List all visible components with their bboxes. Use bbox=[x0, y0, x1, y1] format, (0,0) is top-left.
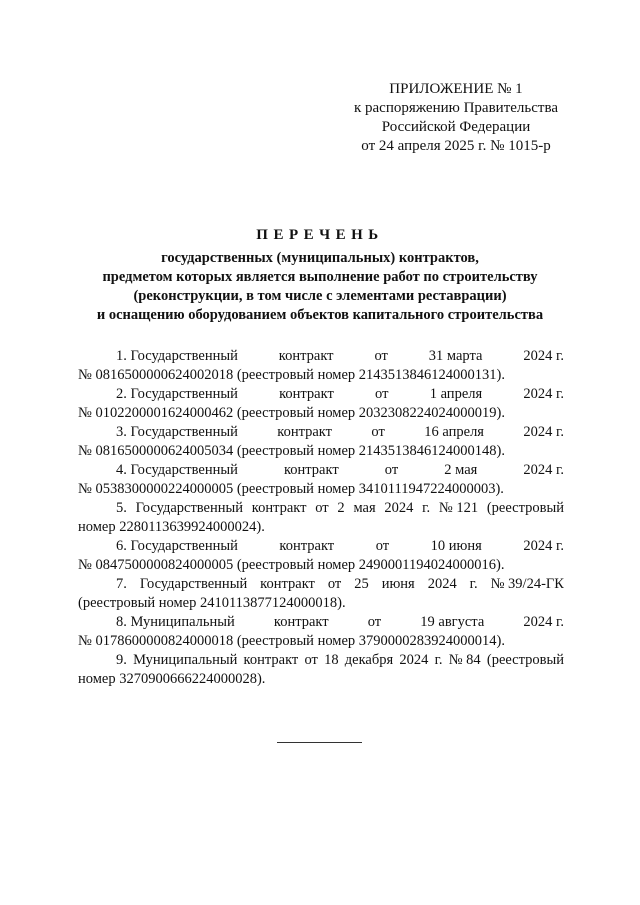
contract-item-second-line: (реестровый номер 2410113877124000018). bbox=[78, 595, 346, 611]
contract-item-word: контракт bbox=[278, 348, 334, 364]
contract-item-word: от bbox=[367, 614, 382, 630]
contract-item-second-line: № 0816500000624005034 (реестровый номер 2143513846124000148). bbox=[78, 443, 505, 459]
contract-item-word: от bbox=[374, 348, 388, 364]
contract-item-word: 16 апреля bbox=[424, 424, 484, 440]
contract-item-word: 1 апреля bbox=[429, 386, 483, 402]
contract-item-word: 2024 bbox=[384, 500, 414, 516]
contract-item-word: 4. Государственный bbox=[116, 462, 238, 478]
contract-item-word: от bbox=[327, 576, 342, 592]
contract-item-word: № 121 bbox=[438, 500, 479, 516]
contract-item-word: мая bbox=[353, 500, 376, 516]
annex-heading: ПРИЛОЖЕНИЕ № 1 bbox=[389, 81, 523, 97]
contract-list-item bbox=[78, 499, 564, 537]
annex-block bbox=[330, 80, 582, 156]
subtitle-line: государственных (муниципальных) контрактов, bbox=[161, 250, 479, 266]
contract-item-word: 2024 г. bbox=[523, 424, 564, 440]
contract-item-second-line: № 0178600000824000018 (реестровый номер 3790000283924000014). bbox=[78, 633, 505, 649]
contract-item-second-line: номер 2280113639924000024). bbox=[78, 519, 265, 535]
contract-item-word: г. bbox=[434, 652, 443, 668]
contract-item-word: 2024 bbox=[427, 576, 457, 592]
contract-item-word: 8. Муниципальный bbox=[116, 614, 235, 630]
annex-line: Российской Федерации bbox=[381, 119, 531, 135]
contract-item-word: 6. Государственный bbox=[116, 538, 238, 554]
document-title: ПЕРЕЧЕНЬ bbox=[256, 227, 384, 243]
contract-item-first-line bbox=[78, 651, 564, 670]
contract-item-word: контракт bbox=[277, 424, 332, 440]
contract-item-word: (реестровый bbox=[486, 500, 564, 516]
contract-item-word: № 84 bbox=[448, 652, 481, 668]
contract-item-word: 18 bbox=[324, 652, 339, 668]
document-subtitle bbox=[60, 249, 580, 325]
contract-item-word: контракт bbox=[260, 576, 315, 592]
contract-item-first-line bbox=[78, 461, 564, 480]
annex-line: к распоряжению Правительства bbox=[353, 100, 558, 116]
contract-item-word: контракт bbox=[243, 652, 299, 668]
contract-item-word: Государственный bbox=[139, 576, 248, 592]
contract-item-word: от bbox=[315, 500, 329, 516]
contract-item-word: 9. bbox=[116, 652, 127, 668]
contract-item-word: декабря bbox=[344, 652, 394, 668]
contract-item-word: контракт bbox=[279, 538, 335, 554]
contract-item-word: от bbox=[304, 652, 318, 668]
contract-item-word: июня bbox=[381, 576, 415, 592]
contract-item-word: 2024 г. bbox=[523, 538, 564, 554]
contract-item-word: от bbox=[375, 538, 390, 554]
contract-list-item bbox=[78, 575, 564, 613]
contract-item-word: 25 bbox=[354, 576, 369, 592]
contract-list-item bbox=[78, 461, 564, 499]
contract-item-word: 2. Государственный bbox=[116, 386, 238, 402]
contract-item-word: 2024 г. bbox=[523, 348, 564, 364]
contract-item-word: 1. Государственный bbox=[116, 348, 238, 364]
contract-item-word: Государственный bbox=[135, 500, 243, 516]
contract-list-item bbox=[78, 385, 564, 423]
contract-item-word: 3. Государственный bbox=[116, 424, 238, 440]
contract-list-item bbox=[78, 613, 564, 651]
contract-item-word: контракт bbox=[273, 614, 329, 630]
contract-item-word: 2024 г. bbox=[523, 386, 564, 402]
contract-item-word: 5. bbox=[116, 500, 127, 516]
contract-item-word: 2 bbox=[337, 500, 345, 516]
contract-item-first-line bbox=[78, 423, 564, 442]
contract-list-item bbox=[78, 423, 564, 461]
subtitle-line: (реконструкции, в том числе с элементами реставрации) bbox=[133, 288, 507, 304]
contract-item-second-line: № 0816500000624002018 (реестровый номер 2143513846124000131). bbox=[78, 367, 505, 383]
contract-item-first-line bbox=[78, 347, 564, 366]
contract-list-item bbox=[78, 347, 564, 385]
contract-item-word: контракт bbox=[283, 462, 339, 478]
contract-item-word: 2024 г. bbox=[523, 462, 564, 478]
contract-list bbox=[78, 347, 564, 689]
contract-item-word: 2024 bbox=[399, 652, 429, 668]
contract-item-second-line: № 0847500000824000005 (реестровый номер 2490001194024000016). bbox=[78, 557, 505, 573]
end-divider bbox=[277, 742, 362, 743]
contract-item-word: от bbox=[371, 424, 385, 440]
contract-item-second-line: номер 3270900666224000028). bbox=[78, 671, 266, 687]
contract-item-word: Муниципальный bbox=[133, 652, 238, 668]
contract-item-word: 2024 г. bbox=[523, 614, 564, 630]
contract-item-word: 19 августа bbox=[420, 614, 485, 630]
contract-item-word: № 39/24-ГК bbox=[490, 576, 564, 592]
contract-list-item bbox=[78, 537, 564, 575]
contract-item-first-line bbox=[78, 575, 564, 594]
contract-item-word: 10 июня bbox=[430, 538, 482, 554]
contract-item-word: г. bbox=[422, 500, 431, 516]
contract-item-word: г. bbox=[469, 576, 478, 592]
contract-item-word: 7. bbox=[116, 576, 127, 592]
contract-item-word: 31 марта bbox=[428, 348, 483, 364]
contract-item-first-line bbox=[78, 499, 564, 518]
contract-item-first-line bbox=[78, 537, 564, 556]
subtitle-line: и оснащению оборудованием объектов капитального строительства bbox=[96, 307, 544, 323]
contract-item-word: контракт bbox=[279, 386, 334, 402]
subtitle-line: предметом которых является выполнение работ по строительству bbox=[102, 269, 538, 285]
contract-item-word: контракт bbox=[251, 500, 307, 516]
contract-item-first-line bbox=[78, 385, 564, 404]
contract-item-second-line: № 0538300000224000005 (реестровый номер 3410111947224000003). bbox=[78, 481, 504, 497]
contract-list-item bbox=[78, 651, 564, 689]
contract-item-second-line: № 0102200001624000462 (реестровый номер 2032308224024000019). bbox=[78, 405, 505, 421]
contract-item-word: (реестровый bbox=[486, 652, 564, 668]
contract-item-word: от bbox=[384, 462, 399, 478]
annex-date-line: от 24 апреля 2025 г. № 1015-р bbox=[361, 138, 551, 154]
contract-item-word: от bbox=[375, 386, 389, 402]
contract-item-word: 2 мая bbox=[444, 462, 478, 478]
contract-item-first-line bbox=[78, 613, 564, 632]
